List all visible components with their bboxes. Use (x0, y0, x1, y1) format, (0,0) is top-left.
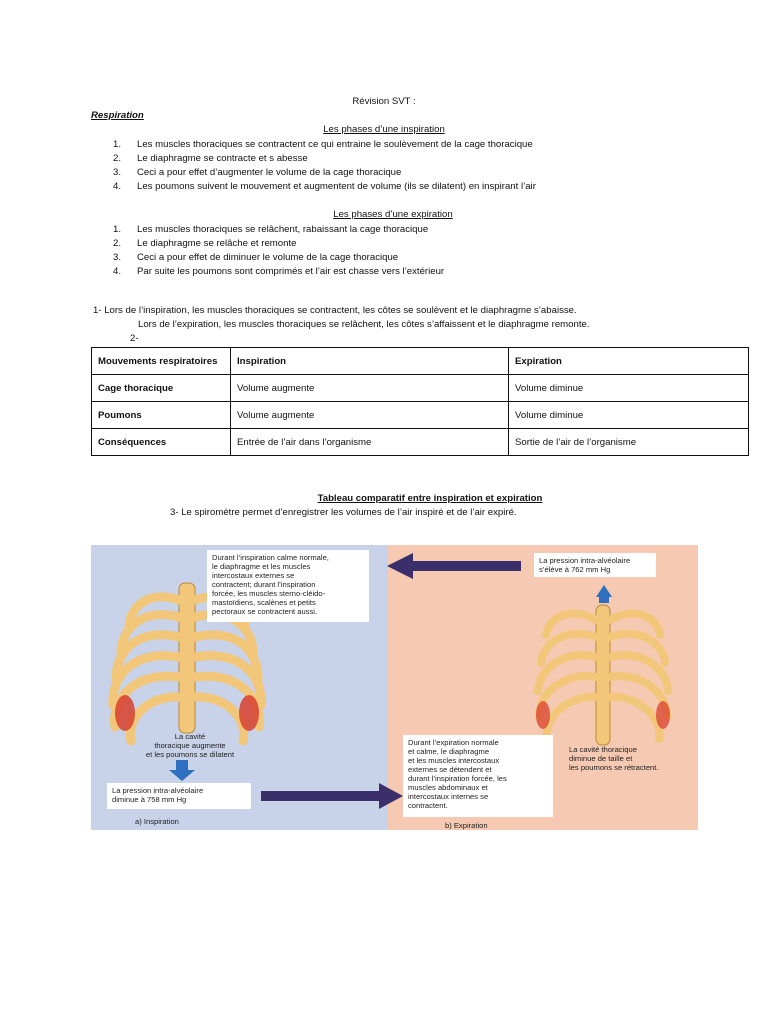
rib-cage-expiration (536, 605, 670, 745)
inspiration-heading: Les phases d’une inspiration (323, 124, 445, 135)
respiration-figure (91, 545, 698, 830)
header-cell: Inspiration (231, 348, 509, 375)
table-row (92, 375, 749, 402)
list-item: 3. Ceci a pour effet de diminuer le volume de la cage thoracique (113, 252, 399, 263)
arrow-down-blue (169, 760, 195, 781)
row-label-cell: Cage thoracique (92, 375, 231, 402)
arrow-to-inspiration-box (387, 553, 521, 579)
list-item: 4. Par suite les poumons sont comprimés et l’air est chasse vers l’extérieur (113, 266, 445, 277)
list-item: 3. Ceci a pour effet d’augmenter le volume de la cage thoracique (113, 167, 402, 178)
table-header-row (92, 348, 749, 375)
expiration-steps-list (113, 223, 444, 279)
answer-2-label: 2- (130, 333, 139, 344)
table-cell: Volume augmente (231, 375, 509, 402)
list-item: 1. Les muscles thoraciques se relâchent, rabaissant la cage thoracique (113, 224, 429, 235)
list-item: 2. Le diaphragme se contracte et s abesse (113, 153, 308, 164)
pressure-high-box: La pression intra-alvéolaire s’élève à 762 mm Hg (534, 553, 656, 577)
answer-1-line-2: Lors de l’expiration, les muscles thoraciques se relâchent, les côtes s’affaissent et le diaphragme remonte. (138, 319, 590, 330)
table-cell: Volume augmente (231, 402, 509, 429)
cavity-increase-label: La cavité thoracique augmente et les poumons se dilatent (145, 732, 235, 759)
answer-3: 3- Le spiromètre permet d’enregistrer les volumes de l’air inspiré et de l’air expiré. (170, 507, 517, 518)
list-item: 4. Les poumons suivent le mouvement et augmentent de volume (ils se dilatent) en inspirant l’air (113, 181, 536, 192)
table-cell: Volume diminue (509, 402, 749, 429)
table-row (92, 402, 749, 429)
table-cell: Entrée de l’air dans l’organisme (231, 429, 509, 456)
caption-inspiration: a) Inspiration (135, 817, 179, 826)
section-title: Respiration (91, 110, 144, 121)
arrow-up-blue (596, 585, 612, 603)
row-label-cell: Poumons (92, 402, 231, 429)
inspiration-steps-list (113, 138, 536, 194)
caption-expiration: b) Expiration (445, 821, 488, 830)
inspiration-description-box: Durant l’inspiration calme normale, le diaphragme et les muscles intercostaux externes se contractent; durant l’inspiration forcée, les muscles sterno-cléido- mastoïdiens, scalènes et petits pectoraux se contractent aussi. (207, 550, 369, 622)
row-label-cell: Conséquences (92, 429, 231, 456)
comparison-table (91, 347, 749, 456)
table-cell: Sortie de l’air de l’organisme (509, 429, 749, 456)
list-item: 2. Le diaphragme se relâche et remonte (113, 238, 297, 249)
pressure-low-box: La pression intra-alvéolaire diminue à 758 mm Hg (107, 783, 251, 809)
cavity-decrease-label: La cavité thoracique diminue de taille et les poumons se rétractent. (569, 745, 659, 772)
header-cell: Expiration (509, 348, 749, 375)
header-cell: Mouvements respiratoires (92, 348, 231, 375)
table-row (92, 429, 749, 456)
document-title: Révision SVT : (352, 96, 416, 107)
table-caption: Tableau comparatif entre inspiration et expiration (317, 493, 543, 504)
expiration-heading: Les phases d’une expiration (333, 209, 453, 220)
table-cell: Volume diminue (509, 375, 749, 402)
expiration-description-box: Durant l’expiration normale et calme, le diaphragme et les muscles intercostaux externes se détendent et durant l’inspiration forcée, les muscles abdominaux et intercostaux internes se contractent. (403, 735, 553, 817)
list-item: 1. Les muscles thoraciques se contractent ce qui entraine le soulèvement de la cage thoracique (113, 139, 533, 150)
answer-1-line-1: 1- Lors de l’inspiration, les muscles thoraciques se contractent, les côtes se soulèvent et le diaphragme s’abaisse. (93, 305, 577, 316)
arrow-to-expiration-box (261, 783, 403, 809)
